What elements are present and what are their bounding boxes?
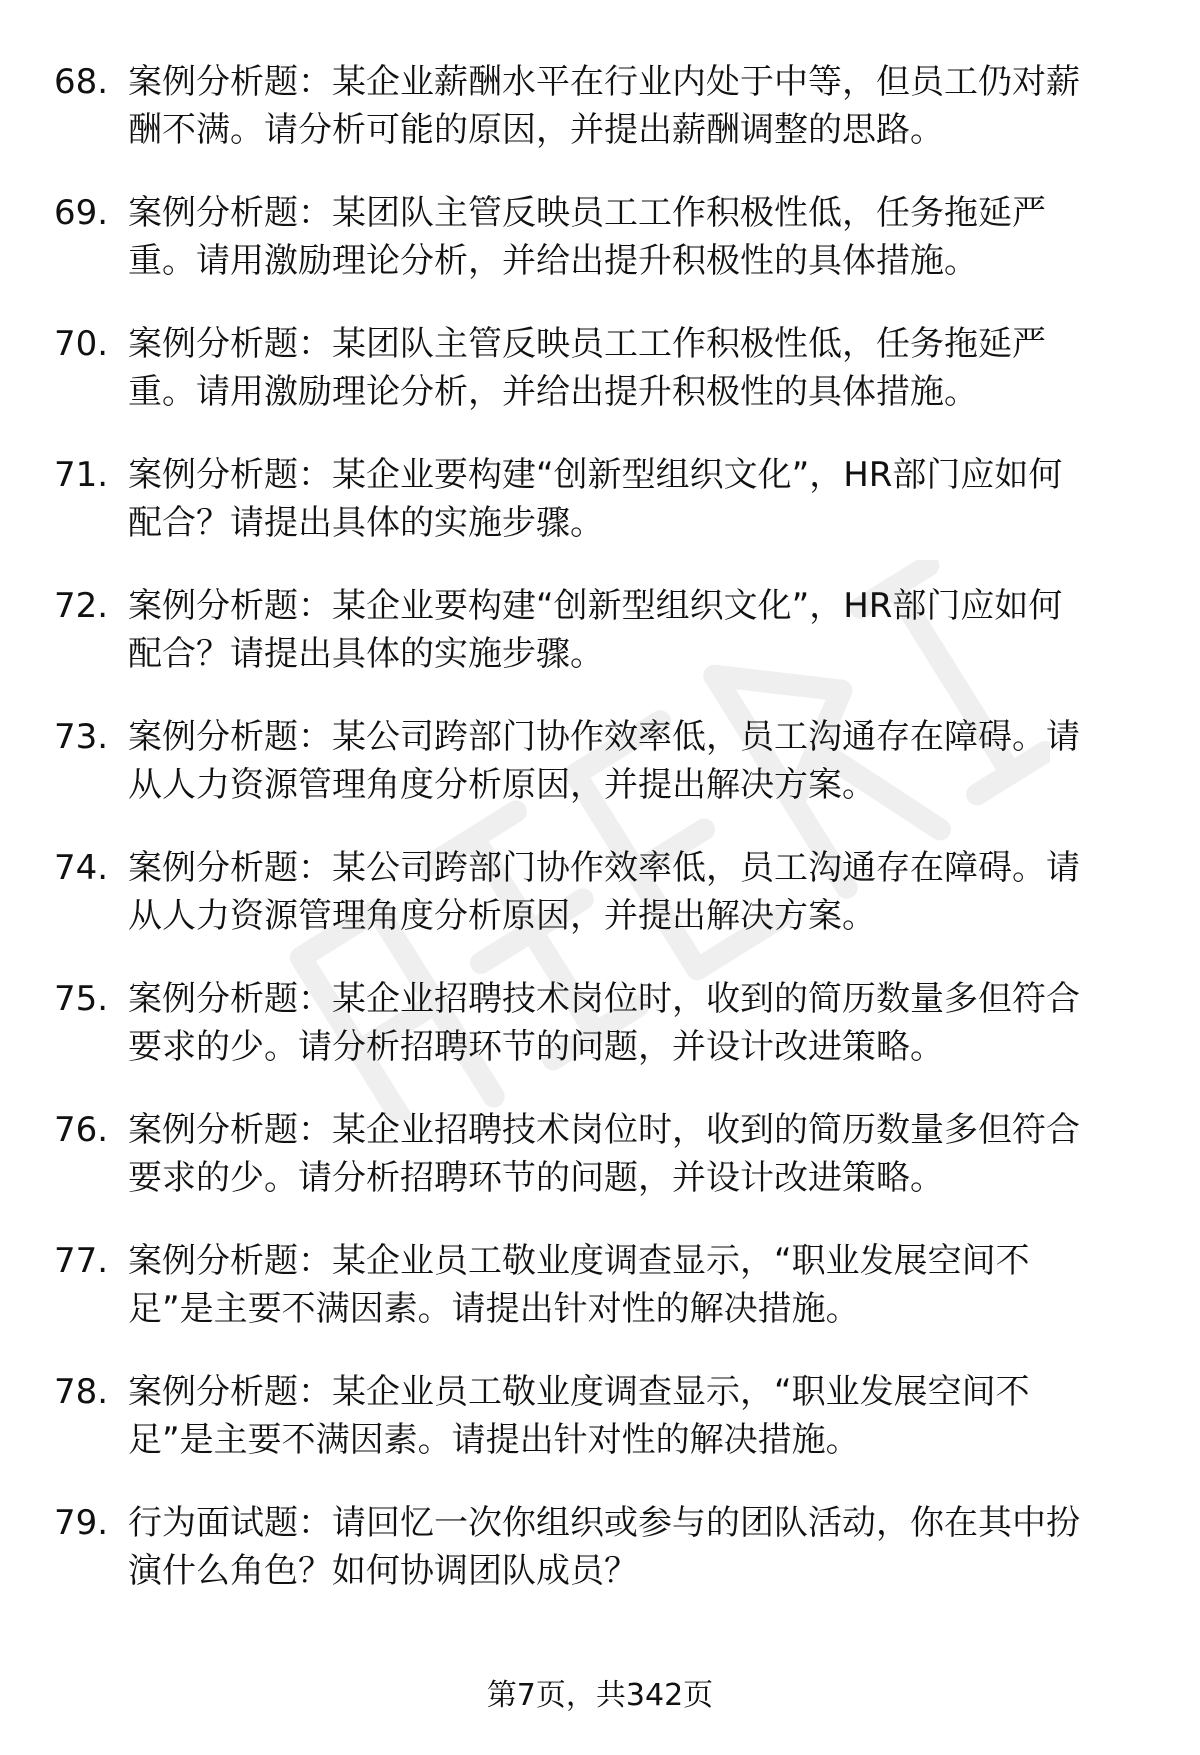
question-number: 76. xyxy=(54,1110,109,1150)
question-number: 71. xyxy=(54,455,109,495)
question-item xyxy=(54,1237,1164,1368)
question-item xyxy=(54,713,1164,844)
question-text: 案例分析题：某企业要构建“创新型组织文化”，HR部门应如何 配合？请提出具体的实施步骤。 xyxy=(128,455,1063,543)
question-item xyxy=(54,58,1164,189)
question-number: 74. xyxy=(54,848,109,888)
question-text: 案例分析题：某企业招聘技术岗位时，收到的简历数量多但符合 要求的少。请分析招聘环节的问题，并设计改进策略。 xyxy=(128,979,1080,1067)
question-number: 77. xyxy=(54,1241,109,1281)
question-item xyxy=(54,451,1164,582)
question-item xyxy=(54,975,1164,1106)
question-text: 案例分析题：某公司跨部门协作效率低，员工沟通存在障碍。请 从人力资源管理角度分析原因，并提出解决方案。 xyxy=(128,848,1080,936)
page-footer xyxy=(0,1676,1200,1716)
question-number: 70. xyxy=(54,324,109,364)
question-number: 68. xyxy=(54,62,109,102)
question-item xyxy=(54,1499,1164,1630)
question-item xyxy=(54,1368,1164,1499)
question-item xyxy=(54,582,1164,713)
question-number: 75. xyxy=(54,979,109,1019)
question-text: 案例分析题：某企业要构建“创新型组织文化”，HR部门应如何 配合？请提出具体的实施步骤。 xyxy=(128,586,1063,674)
question-item xyxy=(54,189,1164,320)
question-item xyxy=(54,1106,1164,1237)
question-text: 案例分析题：某企业薪酬水平在行业内处于中等，但员工仍对薪 酬不满。请分析可能的原因，并提出薪酬调整的思路。 xyxy=(128,62,1080,150)
page-number-label: 第7页，共342页 xyxy=(486,1678,714,1713)
question-text: 案例分析题：某企业员工敬业度调查显示，“职业发展空间不 足”是主要不满因素。请提出针对性的解决措施。 xyxy=(128,1372,1030,1460)
question-item xyxy=(54,844,1164,975)
question-number: 69. xyxy=(54,193,109,233)
question-text: 案例分析题：某团队主管反映员工工作积极性低，任务拖延严 重。请用激励理论分析，并给出提升积极性的具体措施。 xyxy=(128,324,1046,412)
question-item xyxy=(54,320,1164,451)
question-number: 72. xyxy=(54,586,109,626)
question-number: 78. xyxy=(54,1372,109,1412)
question-number: 79. xyxy=(54,1503,109,1543)
question-text: 行为面试题：请回忆一次你组织或参与的团队活动，你在其中扮 演什么角色？如何协调团队成员？ xyxy=(128,1503,1080,1591)
question-text: 案例分析题：某团队主管反映员工工作积极性低，任务拖延严 重。请用激励理论分析，并给出提升积极性的具体措施。 xyxy=(128,193,1046,281)
question-number: 73. xyxy=(54,717,109,757)
question-text: 案例分析题：某公司跨部门协作效率低，员工沟通存在障碍。请 从人力资源管理角度分析原因，并提出解决方案。 xyxy=(128,717,1080,805)
question-list xyxy=(54,58,1164,1630)
question-text: 案例分析题：某企业员工敬业度调查显示，“职业发展空间不 足”是主要不满因素。请提出针对性的解决措施。 xyxy=(128,1241,1030,1329)
question-text: 案例分析题：某企业招聘技术岗位时，收到的简历数量多但符合 要求的少。请分析招聘环节的问题，并设计改进策略。 xyxy=(128,1110,1080,1198)
